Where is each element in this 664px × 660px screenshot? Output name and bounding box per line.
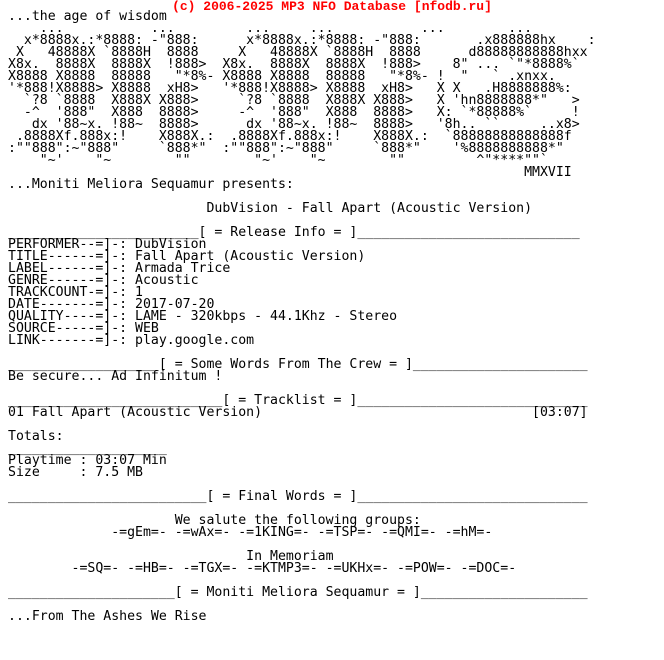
copyright-header: (c) 2006-2025 MP3 NFO Database [nfodb.ru] [172, 0, 492, 14]
nfo-text: ...the age of wisdom ... ... ... ... ... ... x*8888x.:*8888: -"888: x*8888x.:*8888: -"888: .x888888hx : X 48888X `8888H 8888 X 48888X `8888H 8888 d88888888888hxx X8x. 8888X 8888X !888> X8x. 8888X 8888X !888> 8" ... `"*8888%` X8888 X8888 88888 "*8%- X8888 X8888 88888 "*8%- ! " ` .xnxx. '*888!X8888> X8888 xH8> '*888!X8888> X8888 xH8> X X .H8888888%: `?8 `8888 X888X X888> `?8 `8888 X888X X888> X 'hn8888888*" > -^ '888" X888 8888> -^ '888" X888 8888> X: `*88888%` ! dx '88~x. !88~ 8888> dx '88~x. !88~ 8888> '8h.. `` ..x8> .8888Xf.888x:! X888X.: .8888Xf.888x:! X888X.: `88888888888888f :""888":~"888" `888*" :""888":~"888" `888*" '%8888888888*" "~' "~ "" "~' "~ "" ^"****""` MMXVII ...Moniti Meliora Sequamur presents: DubVision - Fall Apart (Acoustic Version) ________________________[ = Release Info = ]____________________________ PERFORMER--=]-: DubVision TITLE------=]-: Fall Apart (Acoustic Version) LABEL------=]-: Armada Trice GENRE------=]-: Acoustic TRACKCOUNT-=]-: 1 DATE-------=]-: 2017-07-20 QUALITY----=]-: LAME - 320kbps - 44.1Khz - Stereo SOURCE-----=]-: WEB LINK-------=]-: play.google.com ___________________[ = Some Words From The Crew = ]______________________ Be secure... Ad Infinitum ! ___________________________[ = Tracklist = ]_____________________________ 01 Fall Apart (Acoustic Version) [03:07] Totals: ____________________ Playtime : 03:07 Min Size : 7.5 MB _________________________[ = Final Words = ]_____________________________ We salute the following groups: -=gEm=- -=wAx=- -=1KING=- -=TSP=- -=QMI=- -=hM=- In Memoriam -=SQ=- -=HB=- -=TGX=- -=KTMP3=- -=UKHx=- -=POW=- -=DOC=- _____________________[ = Moniti Meliora Sequamur = ]_____________________ ...From The Ashes We Rise [8, 9, 596, 624]
